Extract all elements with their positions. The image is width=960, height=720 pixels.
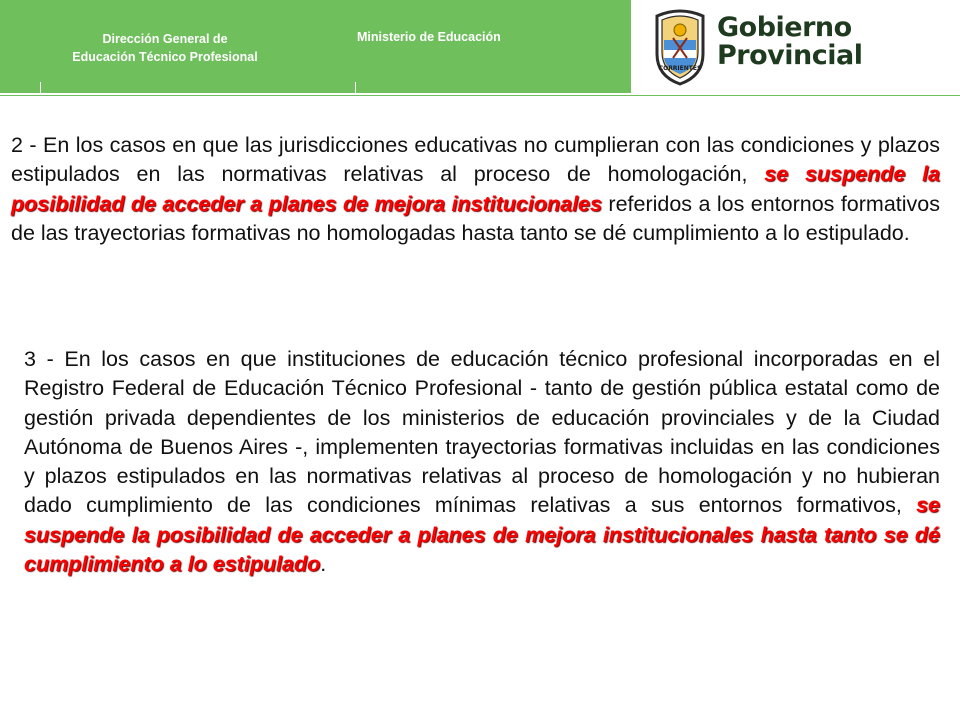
header-bar <box>0 0 960 96</box>
header-department-line2: Educación Técnico Profesional <box>72 50 258 64</box>
paragraph-3-text-end: . <box>320 552 327 577</box>
government-logo <box>631 0 960 93</box>
paragraph-3-highlight: se suspende la posibilidad de acceder a planes de mejora institucionales hasta tanto se dé cumplimiento a lo estipulado <box>24 493 940 577</box>
seal-caption: CORRIENTES <box>658 65 702 72</box>
paragraph-3 <box>24 345 940 579</box>
paragraph-2-text-end: referidos a los entornos formativos de las trayectorias formativas no homologadas hasta tanto se dé cumplimiento a lo estipulado. <box>11 191 941 245</box>
header-department <box>40 30 290 66</box>
logo-word-provincial: Provincial <box>717 40 863 71</box>
paragraph-2-text: 2 - En los casos en que las jurisdicciones educativas no cumplieran con las condiciones y plazos estipulados en las normativas relativas al proceso de homologación, <box>11 133 940 187</box>
paragraph-2-highlight: se suspende la posibilidad de acceder a planes de mejora institucionales <box>11 162 941 216</box>
logo-word-gobierno: Gobierno <box>717 12 852 43</box>
paragraph-3-text: 3 - En los casos en que instituciones de educación técnico profesional incorporadas en el Registro Federal de Educación Técnico Profesional - tanto de gestión pública estatal como de gestión privada dependientes de los ministerios de educación provinciales y de la Ciudad Autónoma de Buenos Aires -, implementen trayectorias formativas incluidas en las condiciones y plazos estipulados en las normativas relativas al proceso de homologación y no hubieran dado cumplimiento de las condiciones mínimas relativas a sus entornos formativos, <box>24 347 940 518</box>
header-ministry: Ministerio de Educación <box>357 30 501 44</box>
header-rule <box>0 93 960 95</box>
header-department-line1: Dirección General de <box>102 32 228 46</box>
paragraph-2 <box>11 131 940 248</box>
government-logo-text <box>717 14 862 70</box>
corrientes-seal-icon <box>651 8 709 86</box>
